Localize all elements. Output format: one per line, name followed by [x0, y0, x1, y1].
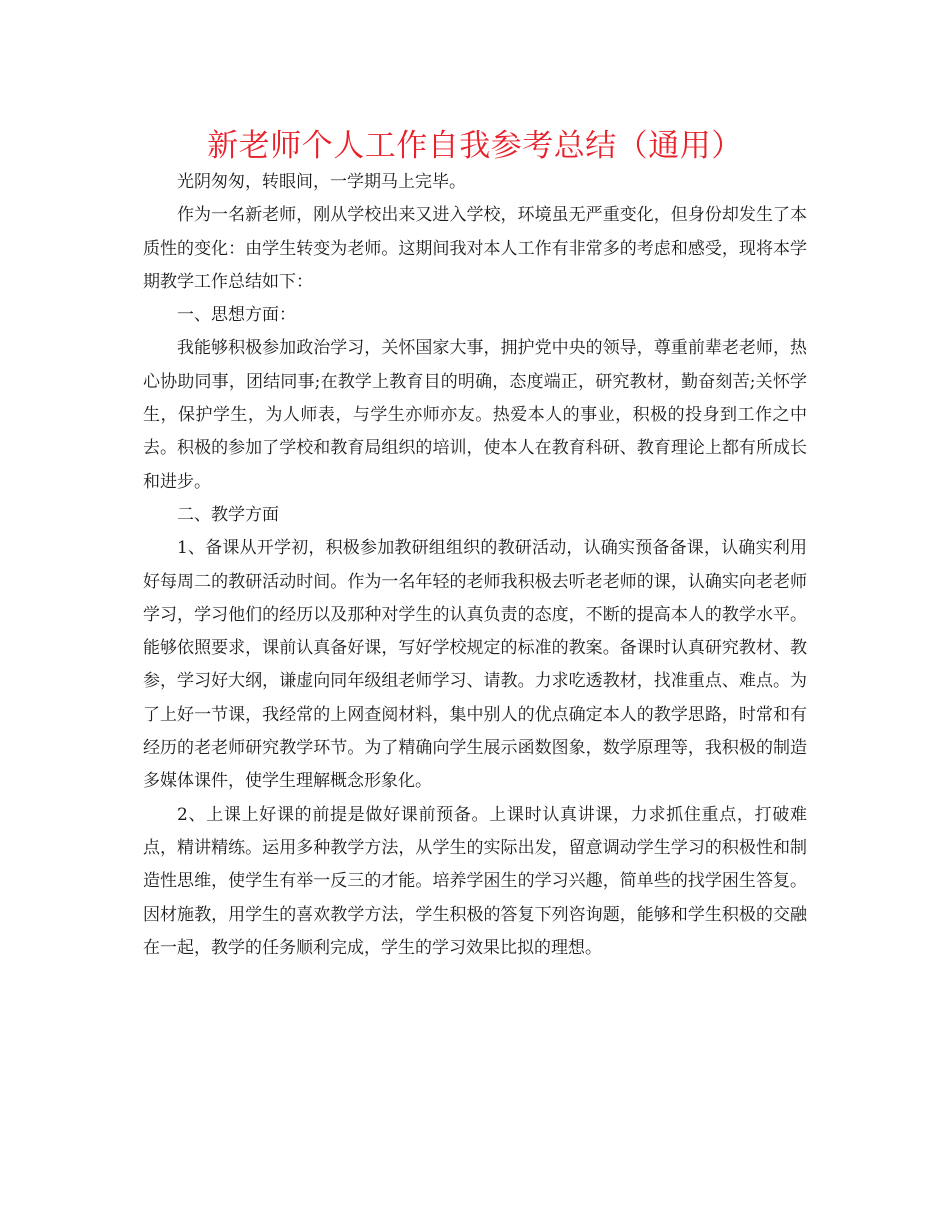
section-heading-thought: 一、思想方面：	[177, 305, 296, 326]
section-heading-teaching: 二、教学方面	[177, 504, 279, 525]
paragraph-background: 作为一名新老师，刚从学校出来又进入学校，环境虽无严重变化，但身份却发生了本质性的变化：由学生转变为老师。这期间我对本人工作有非常多的考虑和感受，现将本学期教学工作总结如下：	[143, 205, 807, 292]
document-body	[143, 166, 807, 965]
paragraph-thought: 我能够积极参加政治学习，关怀国家大事，拥护党中央的领导，尊重前辈老老师，热心协助同事，团结同事;在教学上教育目的明确，态度端正，研究教材，勤奋刻苦;关怀学生，保护学生，为人师表，与学生亦师亦友。热爱本人的事业，积极的投身到工作之中去。积极的参加了学校和教育局组织的培训，使本人在教育科研、教育理论上都有所成长和进步。	[143, 338, 807, 492]
paragraph-classroom: 2、上课上好课的前提是做好课前预备。上课时认真讲课，力求抓住重点，打破难点，精讲精练。运用多种教学方法，从学生的实际出发，留意调动学生学习的积极性和制造性思维，使学生有举一反三的才能。培养学困生的学习兴趣，简单些的找学困生答复。因材施教，用学生的喜欢教学方法，学生积极的答复下列咨询题，能够和学生积极的交融在一起，教学的任务顺利完成，学生的学习效果比拟的理想。	[143, 804, 807, 958]
document-title: 新老师个人工作自我参考总结（通用）	[207, 128, 743, 164]
paragraph-intro: 光阴匆匆，转眼间，一学期马上完毕。	[177, 172, 466, 192]
paragraph-lesson-prep: 1、备课从开学初，积极参加教研组组织的教研活动，认确实预备备课，认确实利用好每周二的教研活动时间。作为一名年轻的老师我积极去听老老师的课，认确实向老老师学习，学习他们的经历以及那种对学生的认真负责的态度，不断的提高本人的教学水平。能够依照要求，课前认真备好课，写好学校规定的标准的教案。备课时认真研究教材、教参，学习好大纲，谦虚向同年级组老师学习、请教。力求吃透教材，找准重点、难点。为了上好一节课，我经常的上网查阅材料，集中别人的优点确定本人的教学思路，时常和有经历的老老师研究教学环节。为了精确向学生展示函数图象，数学原理等，我积极的制造多媒体课件，使学生理解概念形象化。	[143, 538, 807, 792]
